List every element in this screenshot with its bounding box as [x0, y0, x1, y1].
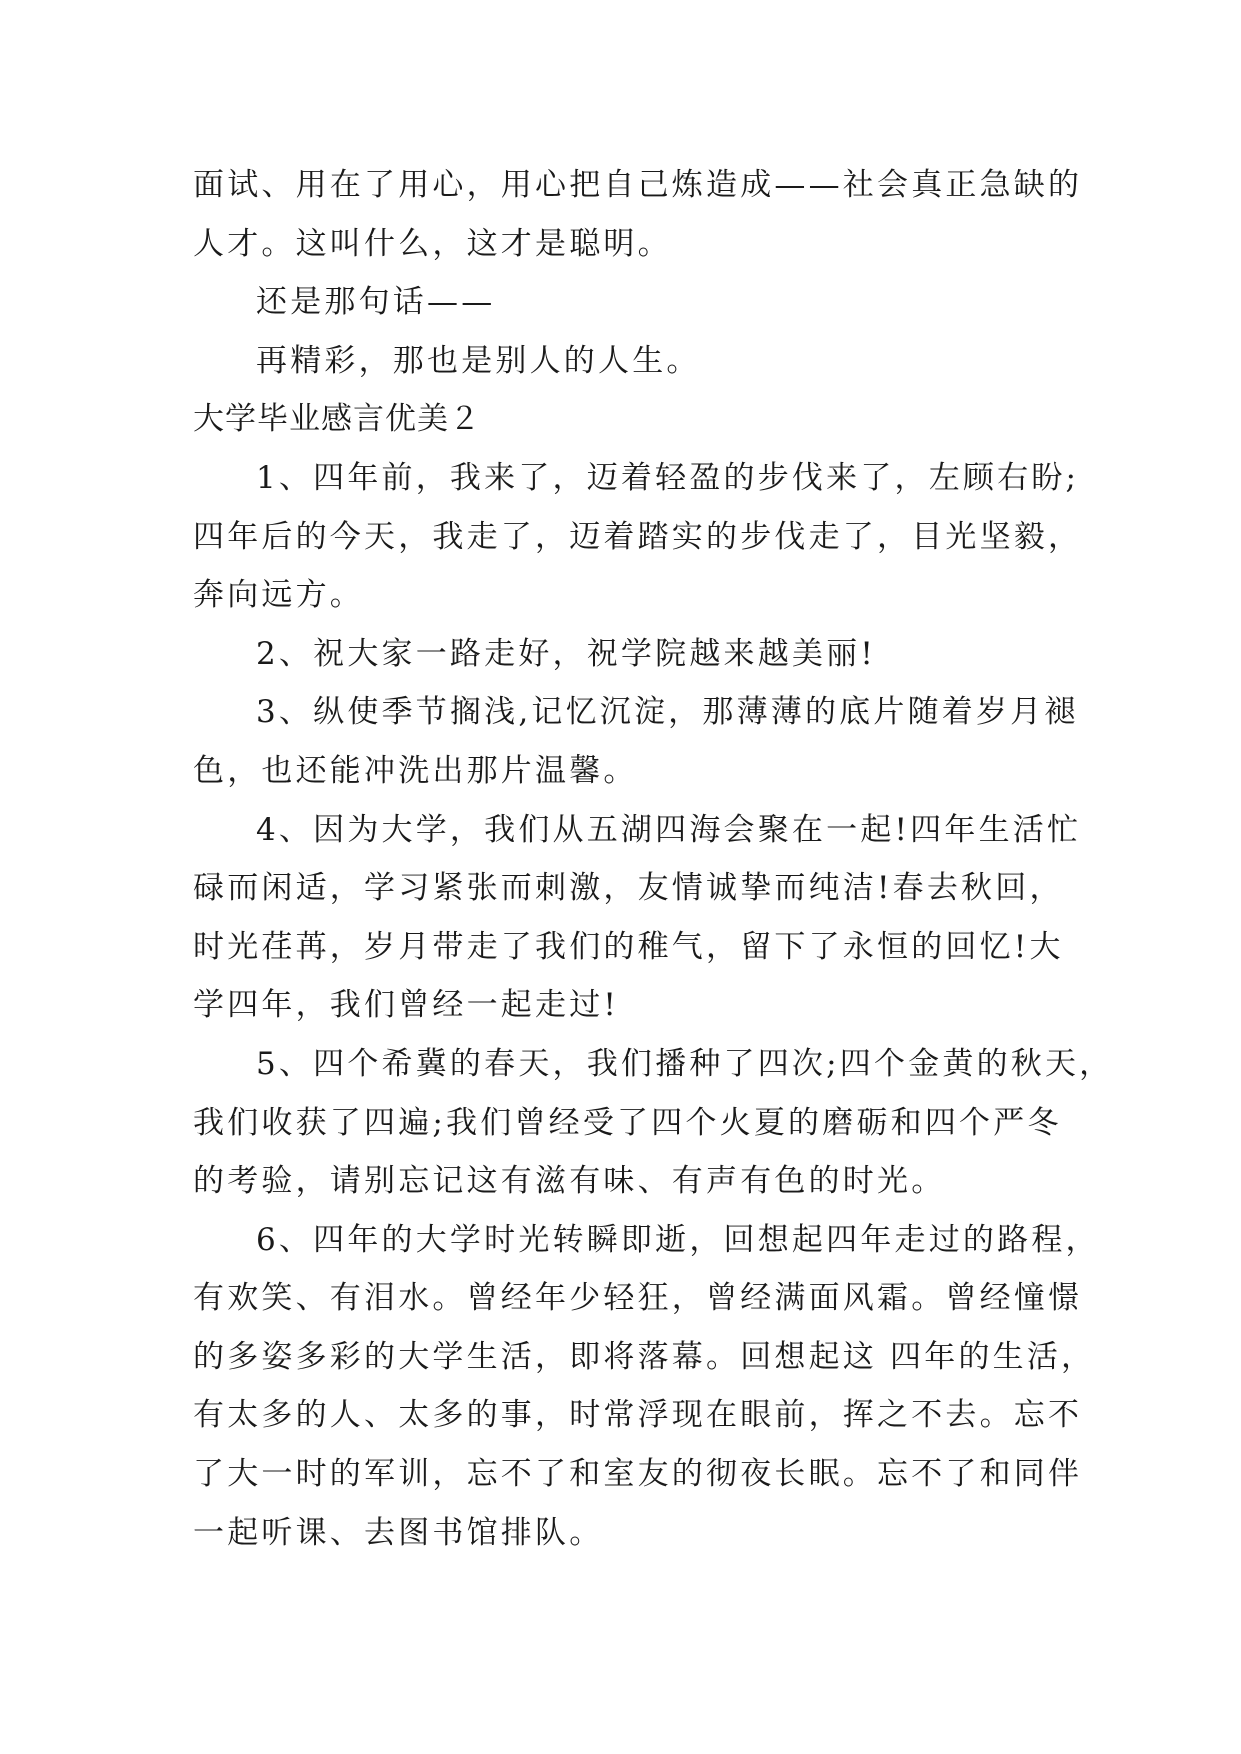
text-line: 5、四个希冀的春天，我们播种了四次;四个金黄的秋天， [256, 1045, 1114, 1082]
text-line: 面试、用在了用心，用心把自己炼造成——社会真正急缺的 [193, 167, 1083, 203]
document-body [193, 156, 1114, 1562]
text-line: 奔向远方。 [193, 577, 364, 614]
text-line: 了大一时的军训，忘不了和室友的彻夜长眠。忘不了和同伴 [193, 1456, 1083, 1493]
section-heading: 大学毕业感言优美２ [193, 401, 481, 438]
text-line: 一起听课、去图书馆排队。 [193, 1514, 604, 1551]
text-line: 四年后的今天，我走了，迈着踏实的步伐走了，目光坚毅， [193, 518, 1083, 555]
text-line: 色，也还能冲洗出那片温馨。 [193, 752, 638, 789]
text-line: 的多姿多彩的大学生活，即将落幕。回想起这 四年的生活， [193, 1338, 1096, 1375]
text-line: 我们收获了四遍;我们曾经受了四个火夏的磨砺和四个严冬 [193, 1104, 1062, 1141]
text-line: 的考验，请别忘记这有滋有味、有声有色的时光。 [193, 1163, 946, 1200]
text-line: 时光荏苒，岁月带走了我们的稚气，留下了永恒的回忆!大 [193, 928, 1064, 965]
text-line: 1、四年前，我来了，迈着轻盈的步伐来了，左顾右盼; [256, 459, 1080, 496]
text-line: 有欢笑、有泪水。曾经年少轻狂，曾经满面风霜。曾经憧憬 [193, 1280, 1083, 1317]
text-line: 学四年，我们曾经一起走过! [193, 987, 620, 1024]
text-line: 6、四年的大学时光转瞬即逝，回想起四年走过的路程， [256, 1221, 1100, 1258]
text-line: 3、纵使季节搁浅,记忆沉淀，那薄薄的底片随着岁月褪 [256, 694, 1079, 731]
text-line: 4、因为大学，我们从五湖四海会聚在一起!四年生活忙 [256, 811, 1082, 848]
text-line: 人才。这叫什么，这才是聪明。 [193, 225, 672, 262]
text-line: 有太多的人、太多的事，时常浮现在眼前，挥之不去。忘不 [193, 1397, 1083, 1434]
text-line: 再精彩，那也是别人的人生。 [256, 342, 701, 379]
text-line: 2、祝大家一路走好，祝学院越来越美丽! [256, 635, 876, 672]
text-line: 还是那句话—— [256, 284, 496, 321]
text-line: 碌而闲适，学习紧张而刺激，友情诚挚而纯洁!春去秋回， [193, 870, 1064, 907]
